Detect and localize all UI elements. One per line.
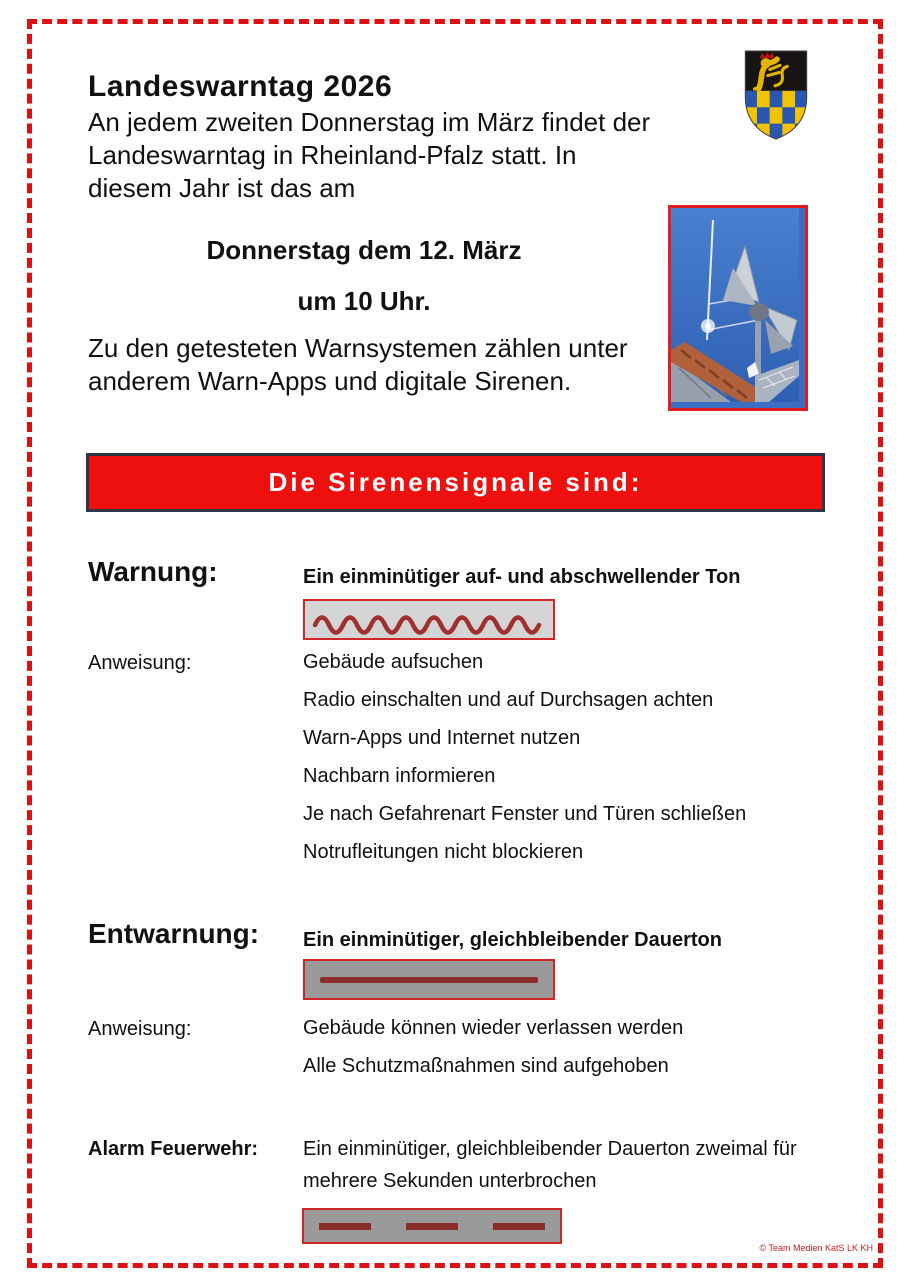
warnung-instruction-list xyxy=(303,652,746,880)
alarm-tone-description: Ein einminütiger, gleichbleibender Dauerton zweimal für mehrere Sekunden unterbrochen xyxy=(303,1138,797,1192)
instruction-item: Gebäude aufsuchen xyxy=(303,651,484,673)
instruction-item: Alle Schutzmaßnahmen sind aufgehoben xyxy=(303,1055,669,1077)
instruction-label-1: Anweisung: xyxy=(88,652,192,674)
section-heading-alarm-feuerwehr: Alarm Feuerwehr: xyxy=(88,1138,259,1160)
rooftop-siren-illustration xyxy=(671,208,799,402)
instruction-item: Radio einschalten und auf Durchsagen achten xyxy=(303,689,714,711)
coat-of-arms-icon xyxy=(744,50,808,140)
warning-systems-paragraph: Zu den getesteten Warnsystemen zählen unter anderem Warn-Apps und digitale Sirenen. xyxy=(88,333,628,396)
interrupted-tone-dash xyxy=(406,1223,458,1230)
siren-photo xyxy=(668,205,808,411)
banner-label: Die Sirenensignale sind: xyxy=(268,467,643,497)
instruction-label-2: Anweisung: xyxy=(88,1018,192,1040)
interrupted-tone-dash xyxy=(319,1223,371,1230)
warnung-signal-wave-icon xyxy=(303,599,555,640)
instruction-item: Notrufleitungen nicht blockieren xyxy=(303,841,584,863)
instruction-item: Warn-Apps und Internet nutzen xyxy=(303,727,581,749)
section-heading-warnung: Warnung: xyxy=(88,556,218,587)
credit-line: © Team Medien KatS LK KH xyxy=(759,1243,873,1253)
section-heading-entwarnung: Entwarnung: xyxy=(88,918,260,949)
instruction-item: Je nach Gefahrenart Fenster und Türen schließen xyxy=(303,803,747,825)
event-date: Donnerstag dem 12. März xyxy=(206,235,522,265)
entwarnung-instruction-list xyxy=(303,1018,683,1094)
continuous-tone-bar xyxy=(320,977,538,983)
entwarnung-tone-description: Ein einminütiger, gleichbleibender Dauerton xyxy=(303,929,722,951)
warnung-tone-description: Ein einminütiger auf- und abschwellender Ton xyxy=(303,566,741,588)
intro-paragraph: An jedem zweiten Donnerstag im März findet der Landeswarntag in Rheinland-Pfalz statt. In diesem Jahr ist das am xyxy=(88,107,651,203)
event-time: um 10 Uhr. xyxy=(297,286,431,316)
alarm-signal-interrupted-icon xyxy=(302,1208,562,1244)
siren-signals-banner xyxy=(86,453,825,512)
page-title: Landeswarntag 2026 xyxy=(88,70,393,104)
instruction-item: Gebäude können wieder verlassen werden xyxy=(303,1017,684,1039)
interrupted-tone-dash xyxy=(493,1223,545,1230)
instruction-item: Nachbarn informieren xyxy=(303,765,496,787)
entwarnung-signal-continuous-icon xyxy=(303,959,555,1000)
